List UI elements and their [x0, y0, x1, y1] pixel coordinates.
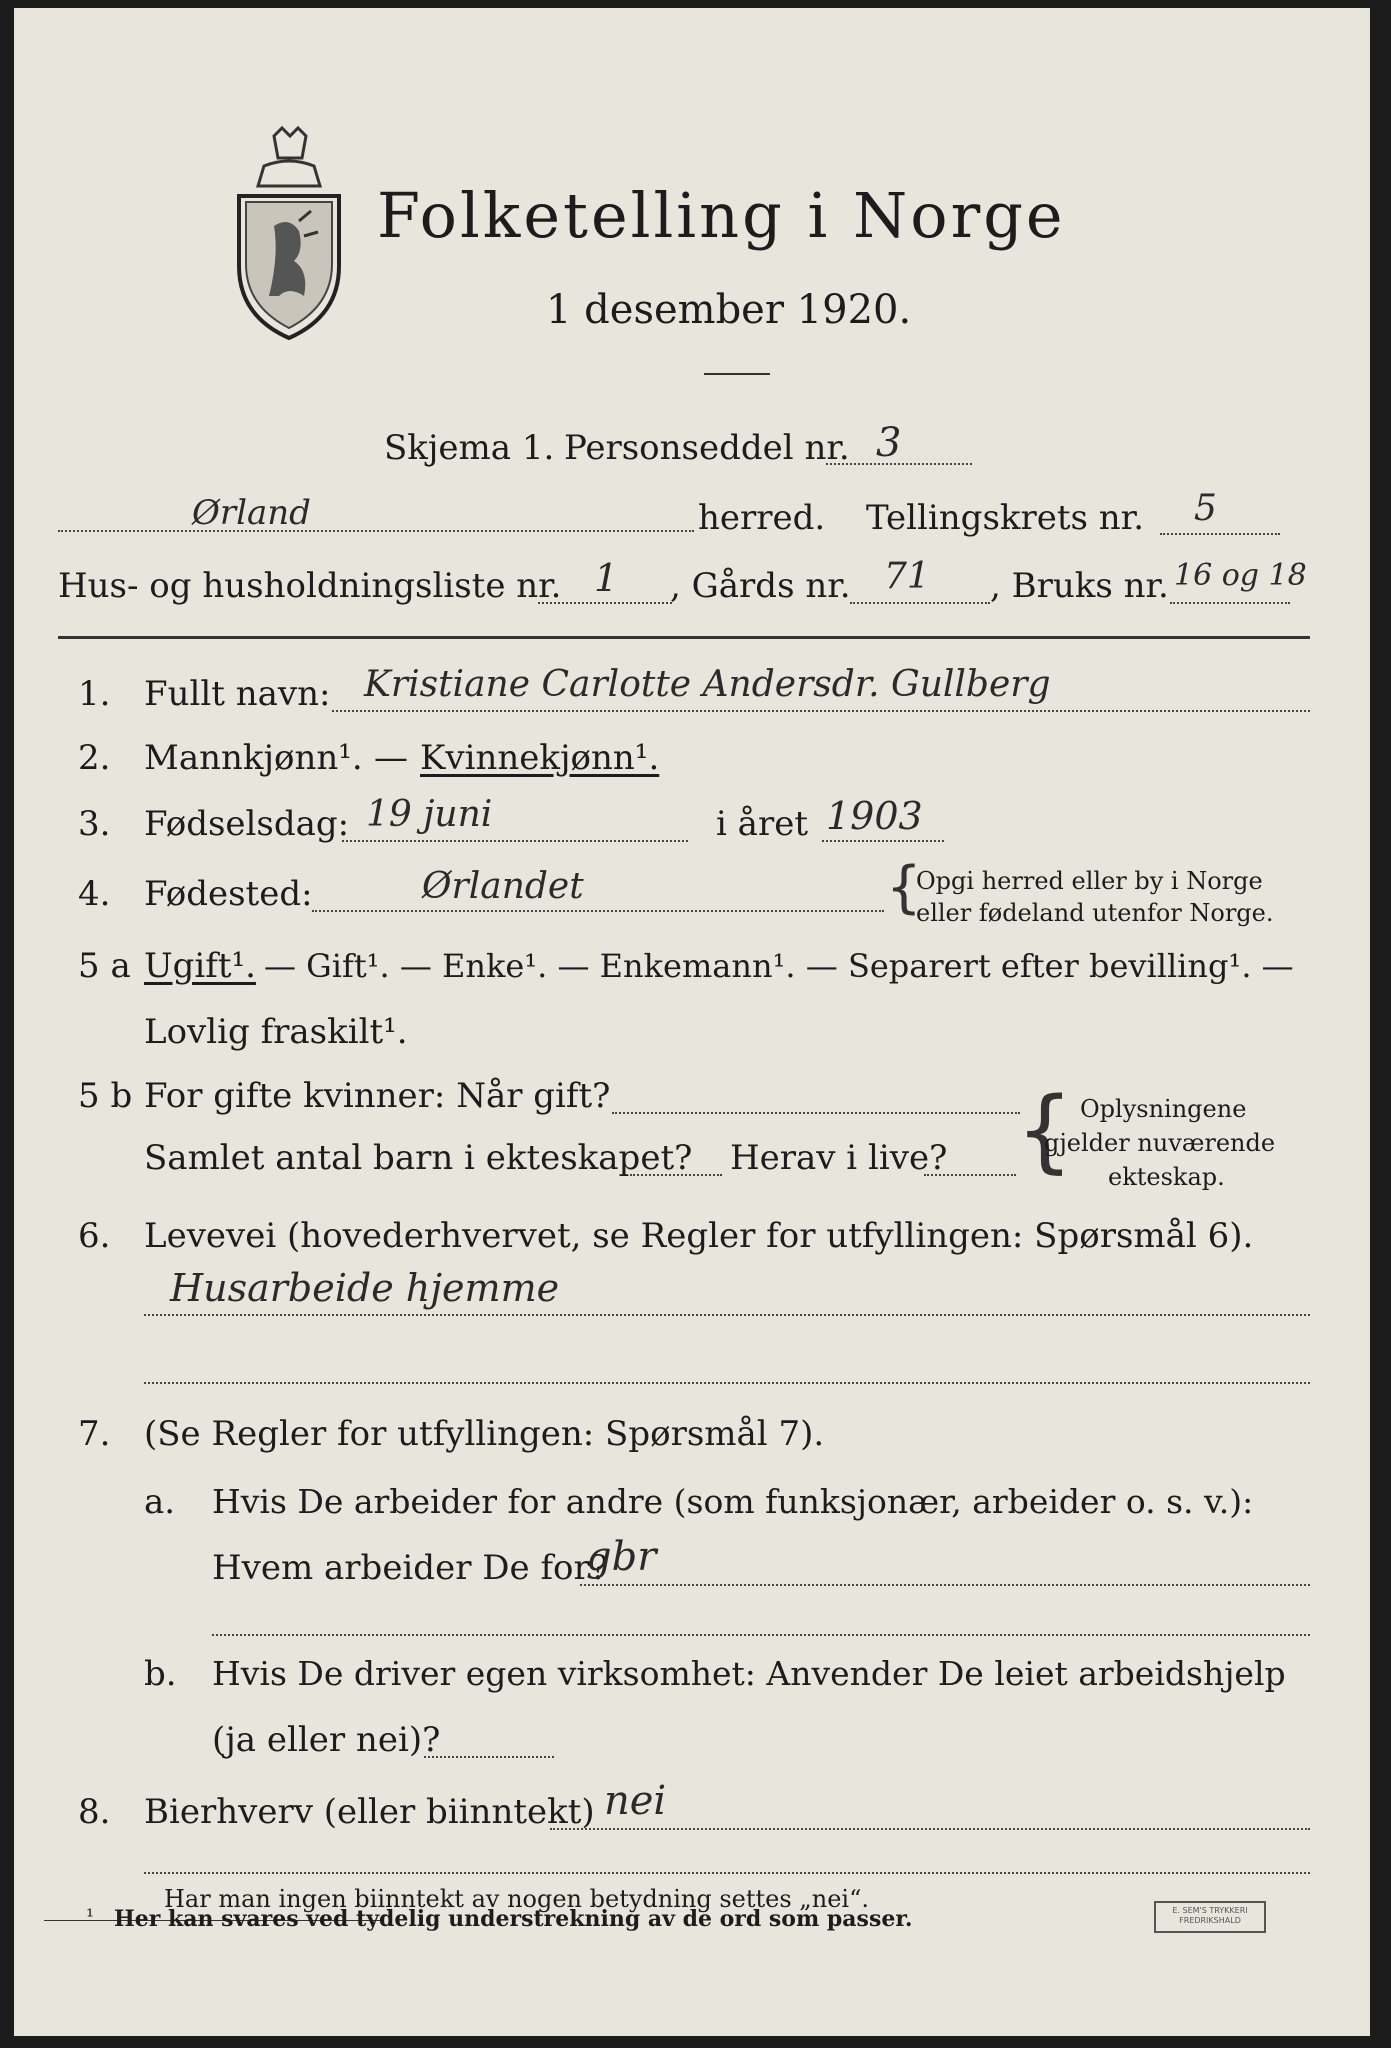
- census-form-page: [14, 8, 1370, 2036]
- q5a-number: 5 a: [78, 946, 131, 986]
- herred-label: herred.: [698, 498, 826, 538]
- q1-label: Fullt navn:: [144, 674, 331, 714]
- hus-value: 1: [594, 556, 619, 600]
- children-alive-field[interactable]: [924, 1174, 1016, 1176]
- occupation-field-line2[interactable]: [144, 1382, 1310, 1384]
- census-date: 1 desember 1920.: [546, 287, 912, 333]
- side-income-value: nei: [604, 1778, 667, 1824]
- personseddel-value: 3: [876, 420, 902, 466]
- q5b-label: For gifte kvinner: Når gift?: [144, 1076, 611, 1116]
- occupation-field[interactable]: [144, 1314, 1310, 1316]
- stamp-line2: FREDRIKSHALD: [1179, 1916, 1241, 1925]
- page-title: Folketelling i Norge: [377, 179, 1066, 252]
- q7a-label: Hvis De arbeider for andre (som funksjonær, arbeider o. s. v.):: [212, 1482, 1254, 1521]
- q4-note-line2: eller fødeland utenfor Norge.: [916, 899, 1274, 927]
- marital-options[interactable]: — Gift¹. — Enke¹. — Enkemann¹. — Separert efter bevilling¹. —: [264, 947, 1294, 985]
- gards-value: 71: [884, 556, 930, 597]
- gards-field[interactable]: [850, 602, 990, 604]
- bruks-value: 16 og 18: [1174, 558, 1307, 593]
- female-option[interactable]: Kvinnekjønn¹.: [420, 738, 660, 778]
- full-name-field[interactable]: [332, 710, 1310, 712]
- q7b-letter: b.: [144, 1654, 177, 1694]
- q5b-brace: {: [1016, 1078, 1074, 1183]
- coat-of-arms-icon: [224, 126, 354, 346]
- tellingskrets-label: Tellingskrets nr.: [866, 498, 1145, 538]
- tellingskrets-value: 5: [1194, 488, 1217, 529]
- q3-number: 3.: [78, 804, 111, 844]
- hus-label: Hus- og husholdningsliste nr.: [58, 566, 562, 606]
- birthdate-field[interactable]: [342, 840, 688, 842]
- footnote-mark: ¹: [86, 1904, 95, 1928]
- q7b-hired-help-label: (ja eller nei)?: [212, 1720, 441, 1760]
- q5b-note-line2: gjelder nuværende: [1044, 1129, 1276, 1157]
- gards-label: , Gårds nr.: [670, 566, 851, 606]
- occupation-value: Husarbeide hjemme: [170, 1266, 560, 1310]
- male-option[interactable]: Mannkjønn¹.: [144, 738, 363, 778]
- hired-help-field[interactable]: [424, 1756, 554, 1758]
- footnote-text: Her kan svares ved tydelig understrekning av de ord som passer.: [114, 1906, 913, 1932]
- birthplace-field[interactable]: [312, 910, 884, 912]
- side-income-field[interactable]: [550, 1828, 1310, 1830]
- q7a-employer-label: Hvem arbeider De for?: [212, 1548, 608, 1588]
- employer-field-line2[interactable]: [212, 1634, 1310, 1636]
- birthdate-value: 19 juni: [366, 794, 493, 835]
- q4-label: Fødested:: [144, 874, 313, 914]
- herred-field[interactable]: [58, 530, 694, 532]
- stamp-line1: E. SEM'S TRYKKERI: [1172, 1906, 1248, 1915]
- q4-note-line1: Opgi herred eller by i Norge: [916, 867, 1263, 895]
- q8-number: 8.: [78, 1792, 111, 1832]
- bruks-label: , Bruks nr.: [990, 566, 1169, 606]
- side-income-field-line2[interactable]: [144, 1872, 1310, 1874]
- q7a-letter: a.: [144, 1482, 176, 1522]
- printer-stamp: [1154, 1901, 1266, 1933]
- q1-number: 1.: [78, 674, 111, 714]
- q4-number: 4.: [78, 874, 111, 914]
- unmarried-option[interactable]: Ugift¹.: [144, 946, 256, 986]
- marriage-date-field[interactable]: [612, 1112, 1020, 1114]
- q4-brace: {: [886, 855, 922, 920]
- q2-number: 2.: [78, 738, 111, 778]
- q2-separator: —: [374, 738, 408, 778]
- children-count-field[interactable]: [630, 1174, 722, 1176]
- q3-label: Fødselsdag:: [144, 804, 350, 844]
- employer-field[interactable]: [580, 1584, 1310, 1586]
- header-rule: [58, 636, 1310, 639]
- personseddel-label: Personseddel nr.: [564, 428, 850, 468]
- full-name-value: Kristiane Carlotte Andersdr. Gullberg: [364, 664, 1051, 705]
- hus-field[interactable]: [538, 602, 672, 604]
- schema-label: Skjema 1.: [384, 428, 555, 468]
- q6-number: 6.: [78, 1216, 111, 1256]
- footer-note: Har man ingen biinntekt av nogen betydning settes „nei“.: [164, 1885, 869, 1913]
- divorced-option[interactable]: Lovlig fraskilt¹.: [144, 1012, 408, 1052]
- bruks-field[interactable]: [1170, 602, 1290, 604]
- title-divider: [704, 373, 770, 375]
- herred-value: Ørland: [192, 493, 311, 533]
- birthplace-value: Ørlandet: [422, 866, 584, 907]
- q5b-note-line3: ekteskap.: [1108, 1163, 1225, 1191]
- birth-year-label: i året: [716, 804, 808, 844]
- q5b-children-label: Samlet antal barn i ekteskapet?: [144, 1138, 693, 1178]
- birth-year-field[interactable]: [822, 840, 944, 842]
- q8-label: Bierhverv (eller biinntekt): [144, 1792, 595, 1832]
- q6-label: Levevei (hovederhvervet, se Regler for utfyllingen: Spørsmål 6).: [144, 1216, 1254, 1256]
- q5b-number: 5 b: [78, 1076, 133, 1116]
- q7-number: 7.: [78, 1414, 111, 1454]
- employer-value: gbr: [586, 1534, 657, 1580]
- q7b-label: Hvis De driver egen virksomhet: Anvender De leiet arbeidshjelp: [212, 1654, 1286, 1693]
- birth-year-value: 1903: [826, 794, 923, 838]
- q7-label: (Se Regler for utfyllingen: Spørsmål 7).: [144, 1414, 825, 1454]
- tellingskrets-field[interactable]: [1160, 533, 1280, 535]
- q5b-alive-label: Herav i live?: [730, 1138, 948, 1178]
- q5b-note-line1: Oplysningene: [1080, 1095, 1247, 1123]
